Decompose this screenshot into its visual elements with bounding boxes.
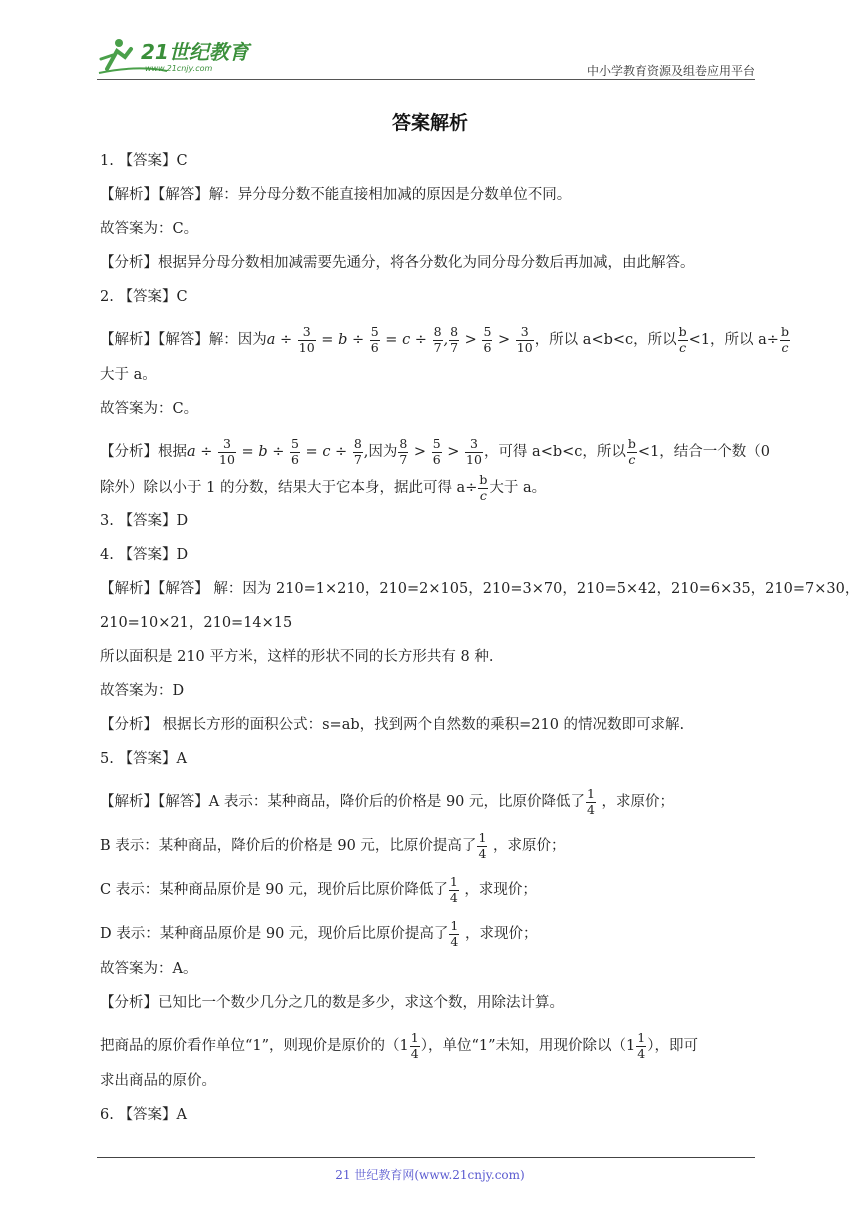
q5-line-b: B 表示：某种商品，降价后的价格是 90 元，比原价提高了 $\frac{1}{4}$ ，求原价； [100,830,566,861]
fraction: $\frac{8}{7}$ [399,436,408,467]
answer-content [100,148,860,1136]
fraction: $\frac{3}{10}$ [219,436,235,467]
page-title: 答案解析 [391,112,468,134]
q4-answer: 4. 【答案】D [100,547,189,563]
q5-analysis-2: 把商品的原价看作单位“1”，则现价是原价的（1 $\frac{1}{4}$ ），单位“1”未知，用现价除以（1 $\frac{1}{4}$ ），即可 [100,1030,698,1061]
q2-jiexi-cont: 大于 a。 [100,367,157,383]
fraction: $\frac{5}{6}$ [432,436,441,467]
q1-jiexi: 【解析】【解答】解：异分母分数不能直接相加减的原因是分数单位不同。 [100,187,572,203]
q2-jiexi: 【解析】【解答】解：因为a ÷ $\frac{3}{10}$ = b ÷ $\frac{5}{6}$ = c ÷ $\frac{8}{7}$ , $\frac{8}{7}$ > $\frac{5}{6}$ > $\frac{3}{10}$ ，所以 a<b<c，所以 $\frac{b}{c}$ <1，所以 a÷ $\frac{b}{c}$ [100,324,789,355]
logo-icon [97,35,257,75]
q5-line-c: C 表示：某种商品原价是 90 元，现价后比原价降低了 $\frac{1}{4}$ ，求现价； [100,874,537,905]
q2-answer: 2. 【答案】C [100,289,188,305]
fraction: $\frac{8}{7}$ [450,324,459,355]
q4-jiexi-1: 【解析】【解答】 解：因为 210=1×210，210=2×105，210=3×70，210=5×42，210=6×35，210=7×30， [100,581,860,597]
fraction: $\frac{8}{7}$ [353,436,362,467]
footer-link[interactable]: 21 世纪教育网(www.21cnjy.com) [335,1168,525,1182]
fraction: $\frac{3}{10}$ [298,324,315,355]
fraction: $\frac{1}{4}$ [478,830,487,861]
q5-line-a: 【解析】【解答】A 表示：某种商品，降价后的价格是 90 元，比原价降低了 $\frac{1}{4}$ ，求原价； [100,786,675,817]
fraction: $\frac{b}{c}$ [678,324,687,355]
q1-analysis: 【分析】根据异分母分数相加减需要先通分，将各分数化为同分母分数后再加减，由此解答。 [100,255,695,271]
q2-conclusion: 故答案为：C。 [100,401,199,417]
q5-line-d: D 表示：某种商品原价是 90 元，现价后比原价提高了 $\frac{1}{4}$ ，求现价； [100,918,538,949]
platform-name: 中小学教育资源及组卷应用平台 [586,64,755,78]
q4-conclusion: 故答案为：D [100,683,185,699]
fraction: $\frac{1}{4}$ [450,918,459,949]
fraction: $\frac{1}{4}$ [449,874,458,905]
fraction: $\frac{b}{c}$ [479,472,488,503]
q5-answer: 5. 【答案】A [100,751,187,767]
q1-conclusion: 故答案为：C。 [100,221,199,237]
q4-jiexi-2: 210=10×21，210=14×15 [100,615,293,631]
q1-answer: 1. 【答案】C [100,153,188,169]
q3-answer: 3. 【答案】D [100,513,189,529]
fraction: $\frac{5}{6}$ [370,324,379,355]
logo-url: www.21cnjy.com [145,64,213,73]
fraction: $\frac{b}{c}$ [780,324,789,355]
fraction: $\frac{5}{6}$ [290,436,299,467]
fraction: $\frac{8}{7}$ [433,324,442,355]
fraction: $\frac{1}{4}$ [637,1030,646,1061]
logo-text: 21世纪教育 [141,40,249,64]
footer-divider [97,1157,755,1158]
fraction: $\frac{5}{6}$ [483,324,492,355]
q2-analysis: 【分析】根据a ÷ $\frac{3}{10}$ = b ÷ $\frac{5}{6}$ = c ÷ $\frac{8}{7}$ ,因为 $\frac{8}{7}$ > $\frac{5}{6}$ > $\frac{3}{10}$ ，可得 a<b<c，所以 $\frac{b}{c}$ <1，结合一个数（0 [100,436,771,467]
q2-analysis-cont: 除外）除以小于 1 的分数，结果大于它本身，据此可得 a÷ $\frac{b}{c}$ 大于 a。 [100,472,547,503]
fraction: $\frac{1}{4}$ [410,1030,419,1061]
q4-analysis: 【分析】 根据长方形的面积公式：s=ab，找到两个自然数的乘积=210 的情况数即可求解. [100,717,685,733]
q5-analysis-1: 【分析】已知比一个数少几分之几的数是多少，求这个数，用除法计算。 [100,995,564,1011]
header-divider [97,79,755,80]
q4-jiexi-3: 所以面积是 210 平方米，这样的形状不同的长方形共有 8 种. [100,649,494,665]
q5-analysis-3: 求出商品的原价。 [100,1073,216,1089]
q6-answer: 6. 【答案】A [100,1107,187,1123]
page-header [97,30,755,80]
q5-conclusion: 故答案为：A。 [100,961,198,977]
fraction: $\frac{b}{c}$ [627,436,636,467]
fraction: $\frac{1}{4}$ [587,786,595,817]
fraction: $\frac{3}{10}$ [466,436,482,467]
fraction: $\frac{3}{10}$ [516,324,533,355]
